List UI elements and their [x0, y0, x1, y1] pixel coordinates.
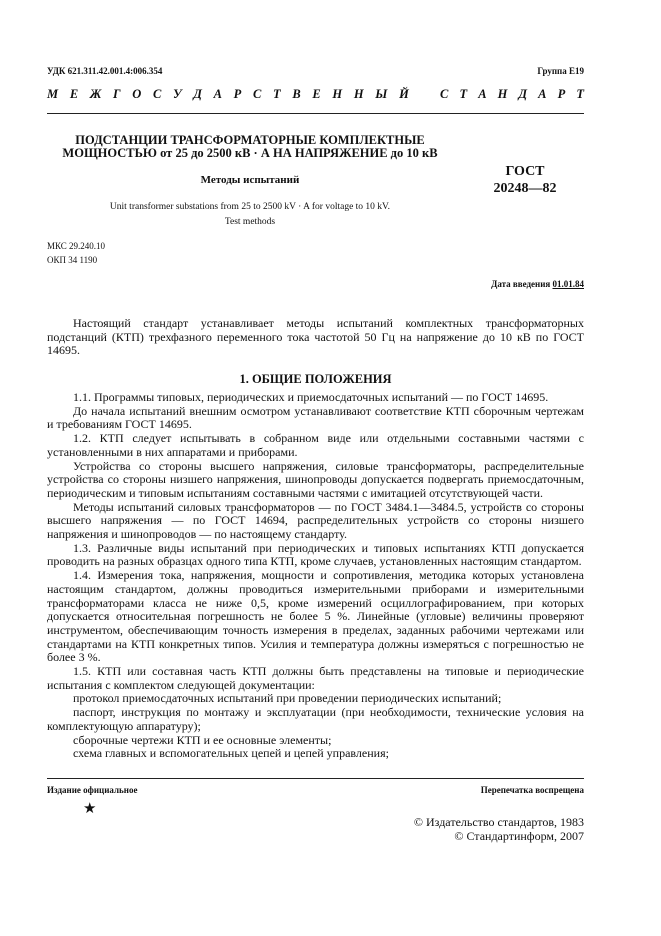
- english-title-line-2: Test methods: [224, 217, 276, 227]
- banner-letter: Ж: [89, 87, 102, 101]
- paragraph: 1.1. Программы типовых, периодических и приемосдаточных испытаний — по ГОСТ 14695.: [73, 390, 549, 404]
- paragraph: Методы испытаний силовых трансформаторов — по ГОСТ 3484.1—3484.5, устройств со стороны высшего напряжения — по ГОСТ 14694, распределительных устройств со стороны низшего напряжения и шинопроводов — по настоящему стандарту.: [47, 499, 584, 542]
- reprint-notice: Перепечатка воспрещена: [480, 785, 584, 795]
- intro-date: [491, 279, 584, 289]
- footer-rule: [47, 778, 584, 779]
- banner-letter: Р: [557, 87, 566, 101]
- banner-letter: Е: [312, 87, 321, 101]
- paragraph: схема главных и вспомогательных цепей и цепей управления;: [73, 746, 389, 761]
- banner-letter: Н: [497, 87, 508, 101]
- intro-date-label: Дата введения: [491, 279, 551, 289]
- gost-number: 20248—82: [493, 181, 557, 196]
- section-1-heading: 1. ОБЩИЕ ПОЛОЖЕНИЯ: [239, 372, 392, 386]
- mks-code: МКС 29.240.10: [47, 241, 106, 251]
- banner-letter: А: [478, 87, 487, 101]
- banner-letter: Р: [233, 87, 242, 101]
- banner-letter: А: [213, 87, 222, 101]
- intro-date-value: 01.01.84: [552, 279, 584, 289]
- paragraph: 1.2. КТП следует испытывать в собранном виде или отдельными составными частями с установленными в них аппаратами и приборами.: [47, 431, 584, 459]
- subtitle: Методы испытаний: [200, 174, 300, 186]
- paragraph: 1.4. Измерения тока, напряжения, мощности и сопротивления, методика которых установлена настоящим стандартом, должны проводиться измерительными приборами и измерительными трансформаторами класса не ниже 0,5, кроме измерений осциллографированием, при которых допускается относительная погрешность не более 5 %. Линейные (угловые) величины проверяют инструментом, обеспечивающим точность измерения в пределах, заданных рабочими чертежами или стандартами на КТП конкретных типов. Усилия и температура должны измеряться с погрешностью не более 3 %.: [47, 568, 584, 665]
- banner-letter: Н: [332, 87, 343, 101]
- interstate-standard-banner: [47, 87, 584, 102]
- banner-letter: Т: [273, 87, 281, 101]
- section-1-body: [47, 391, 584, 761]
- banner-letter: Ы: [375, 87, 388, 101]
- english-title: [60, 200, 440, 230]
- title-line-2: МОЩНОСТЬЮ от 25 до 2500 кВ · А НА НАПРЯЖЕНИЕ до 10 кВ: [62, 146, 438, 160]
- paragraph: До начала испытаний внешним осмотром устанавливают соответствие КТП сборочным чертежам и требованиям ГОСТ 14695.: [47, 403, 584, 432]
- title-line-1: ПОДСТАНЦИИ ТРАНСФОРМАТОРНЫЕ КОМПЛЕКТНЫЕ: [75, 133, 425, 147]
- banner-letter: Т: [459, 87, 468, 101]
- star-icon: ★: [83, 801, 97, 817]
- banner-letter: Д: [193, 87, 202, 101]
- banner-letter: В: [292, 87, 301, 101]
- english-title-line-1: Unit transformer substations from 25 to 2500 kV · A for voltage to 10 kV.: [109, 202, 391, 212]
- intro-paragraph: [47, 317, 584, 358]
- paragraph: паспорт, инструкция по монтажу и эксплуатации (при необходимости, технические условия на комплектующую аппаратуру);: [47, 705, 584, 733]
- banner-letter: Г: [113, 87, 121, 101]
- paragraph: 1.3. Различные виды испытаний при периодических и типовых испытаниях КТП допускается проводить на разных образцах одного типа КТП, кроме случаев, установленных настоящим стандартом.: [47, 540, 584, 569]
- classification-codes: [47, 239, 105, 267]
- banner-letter: М: [47, 87, 59, 101]
- paragraph: Устройства со стороны высшего напряжения, силовые трансформаторы, распределительные устройства со стороны низшего напряжения, шинопроводы допускается подвергать приемосдаточным, периодическим и типовым испытаниям составными частями с имитацией отсутствующей части.: [47, 458, 584, 500]
- udk-code: УДК 621.311.42.001.4:006.354: [47, 66, 163, 76]
- banner-letter: Н: [353, 87, 364, 101]
- copyright-line-1: © Издательство стандартов, 1983: [413, 815, 584, 829]
- banner-letter: Т: [576, 87, 584, 101]
- banner-letter: С: [152, 87, 162, 101]
- paragraph: протокол приемосдаточных испытаний при проведении периодических испытаний;: [73, 691, 502, 706]
- official-edition: Издание официальное: [47, 785, 138, 795]
- banner-letter: Е: [69, 87, 79, 101]
- banner-letter: Д: [518, 87, 528, 101]
- banner-letter: С: [440, 87, 449, 101]
- banner-letter: Й: [399, 87, 409, 101]
- gost-designation: [470, 163, 580, 197]
- banner-letter: А: [538, 87, 547, 101]
- paragraph: сборочные чертежи КТП и ее основные элементы;: [73, 732, 332, 747]
- header-rule: [47, 113, 584, 114]
- okp-code: ОКП 34 1190: [47, 255, 98, 265]
- banner-letter: У: [173, 87, 182, 101]
- group-code: Группа Е19: [537, 66, 584, 76]
- intro-text: Настоящий стандарт устанавливает методы испытаний комплектных трансформаторных подстанций (КТП) трехфазного переменного тока частотой 50 Гц на напряжение до 10 кВ по ГОСТ 14695.: [47, 316, 584, 358]
- copyright-block: [414, 815, 584, 843]
- gost-label: ГОСТ: [505, 164, 545, 179]
- paragraph: 1.5. КТП или составная часть КТП должны быть представлены на типовые и периодические испытания с комплектом следующей документации:: [47, 664, 584, 692]
- copyright-line-2: © Стандартинформ, 2007: [454, 829, 584, 843]
- document-title: [60, 134, 440, 160]
- banner-letter: О: [132, 87, 142, 101]
- banner-letter: С: [253, 87, 262, 101]
